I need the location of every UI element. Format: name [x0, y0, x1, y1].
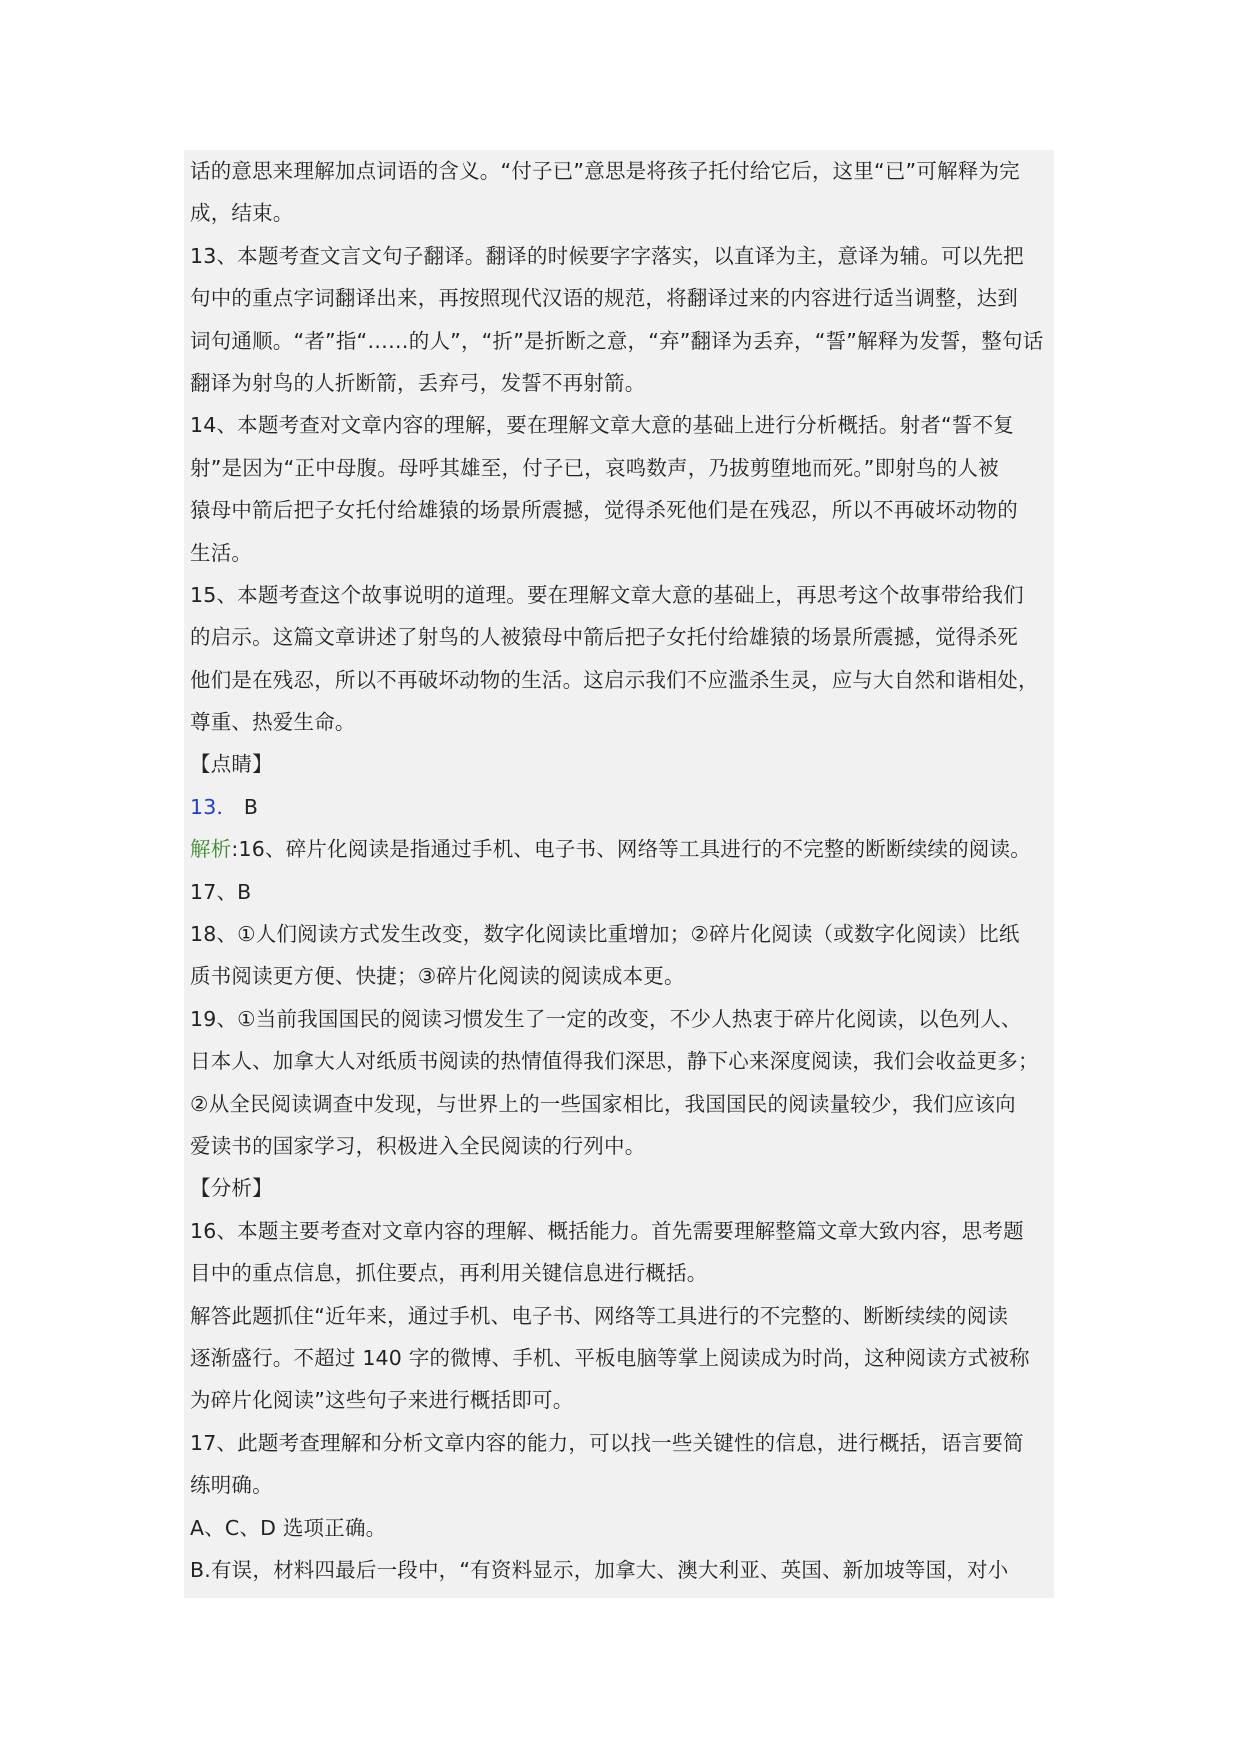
- text-line: 生活。: [190, 540, 253, 565]
- text-line: 爱读书的国家学习，积极进入全民阅读的行列中。: [190, 1133, 646, 1158]
- question-13-answer: [190, 786, 1048, 828]
- text-line: ②从全民阅读调查中发现，与世界上的一些国家相比，我国国民的阅读量较少，我们应该向: [190, 1091, 1016, 1116]
- text-line: 练明确。: [190, 1473, 273, 1498]
- text-line: 15、本题考查这个故事说明的道理。要在理解文章大意的基础上，再思考这个故事带给我们: [190, 582, 1024, 607]
- analysis-line: [190, 828, 1048, 870]
- text-line: 的启示。这篇文章讲述了射鸟的人被猿母中箭后把子女托付给雄猿的场景所震撼，觉得杀死: [190, 625, 1018, 650]
- text-line: 17、B: [190, 879, 252, 904]
- text-line: 日本人、加拿大人对纸质书阅读的热情值得我们深思，静下心来深度阅读，我们会收益更多；: [190, 1049, 1039, 1074]
- text-line: 他们是在残忍，所以不再破坏动物的生活。这启示我们不应滥杀生灵，应与大自然和谐相处，: [190, 667, 1039, 692]
- text-line: 14、本题考查对文章内容的理解，要在理解文章大意的基础上进行分析概括。射者“誓不复: [190, 413, 1014, 438]
- text-line: 19、①当前我国国民的阅读习惯发生了一定的改变，不少人热衷于碎片化阅读，以色列人、: [190, 1006, 1022, 1031]
- text-line: 成，结束。: [190, 201, 294, 226]
- text-line: 为碎片化阅读”这些句子来进行概括即可。: [190, 1388, 574, 1413]
- text-line: 目中的重点信息，抓住要点，再利用关键信息进行概括。: [190, 1261, 708, 1286]
- text-line: 质书阅读更方便、快捷；③碎片化阅读的阅读成本更。: [190, 964, 685, 989]
- text-line: A、C、D 选项正确。: [190, 1515, 387, 1540]
- text-line: 13、本题考查文言文句子翻译。翻译的时候要字字落实，以直译为主，意译为辅。可以先把: [190, 243, 1024, 268]
- text-line: 话的意思来理解加点词语的含义。“付子已”意思是将孩子托付给它后，这里“已”可解释为完: [190, 159, 1020, 183]
- section-heading-fenxi: 【分析】: [190, 1176, 273, 1201]
- text-line: 逐渐盛行。不超过 140 字的微博、手机、平板电脑等掌上阅读成为时尚，这种阅读方式被称: [190, 1345, 1030, 1370]
- section-heading-dianjing: 【点睛】: [190, 752, 273, 777]
- text-line: B.有误，材料四最后一段中，“有资料显示，加拿大、澳大利亚、英国、新加坡等国，对小: [190, 1557, 1009, 1582]
- text-line: 词句通顺。“者”指“……的人”，“折”是折断之意，“弃”翻译为丢弃，“誓”解释为发誓，整句话: [190, 328, 1044, 353]
- question-number: 13．: [190, 794, 238, 819]
- text-line: 句中的重点字词翻译出来，再按照现代汉语的规范，将翻译过来的内容进行适当调整，达到: [190, 286, 1018, 311]
- answer-choice: B: [243, 794, 259, 819]
- text-line: 18、①人们阅读方式发生改变，数字化阅读比重增加；②碎片化阅读（或数字化阅读）比纸: [190, 922, 1020, 947]
- text-line: 翻译为射鸟的人折断箭，丢弃弓，发誓不再射箭。: [190, 370, 646, 395]
- text-line: 解答此题抓住“近年来，通过手机、电子书、网络等工具进行的不完整的、断断续续的阅读: [190, 1303, 1009, 1328]
- text-line: 16、本题主要考查对文章内容的理解、概括能力。首先需要理解整篇文章大致内容，思考题: [190, 1218, 1024, 1243]
- text-line: 猿母中箭后把子女托付给雄猿的场景所震撼，觉得杀死他们是在残忍，所以不再破坏动物的: [190, 498, 1018, 523]
- analysis-text: :16、碎片化阅读是指通过手机、电子书、网络等工具进行的不完整的断断续续的阅读。: [231, 837, 1031, 862]
- document-body: [184, 150, 1054, 1598]
- text-line: 射”是因为“正中母腹。母呼其雄至，付子已，哀鸣数声，乃拔剪堕地而死。”即射鸟的人被: [190, 455, 999, 480]
- text-line: 17、此题考查理解和分析文章内容的能力，可以找一些关键性的信息，进行概括，语言要简: [190, 1430, 1024, 1455]
- text-line: 尊重、热爱生命。: [190, 710, 356, 735]
- analysis-label: 解析: [190, 837, 232, 862]
